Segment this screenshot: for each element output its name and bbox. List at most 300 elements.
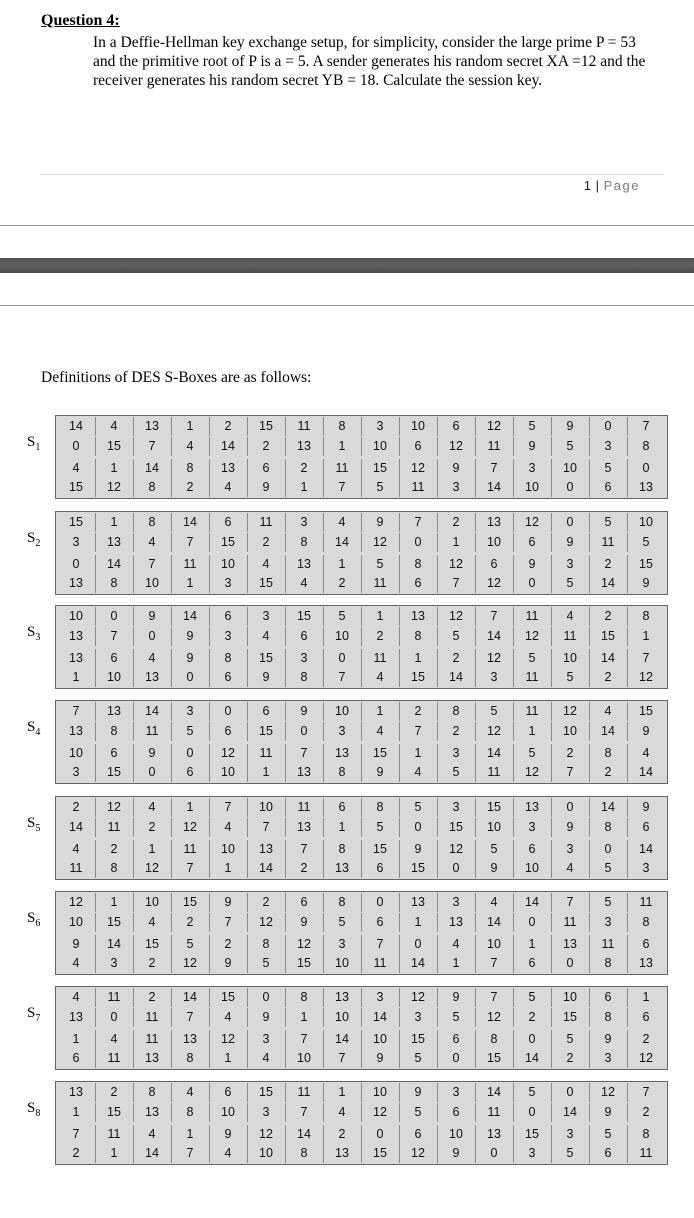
sbox-cell-divider: [209, 627, 210, 646]
sbox-cell-divider: [209, 935, 210, 954]
sbox-cell-divider: [399, 913, 400, 932]
sbox-cell-divider: [589, 840, 590, 859]
sbox-cell-divider: [551, 1144, 552, 1163]
sbox-cell: 1: [414, 746, 422, 760]
sbox-cell: 9: [566, 419, 574, 433]
sbox-cell: 13: [69, 1010, 83, 1024]
sbox-cell-divider: [627, 722, 628, 741]
sbox-cell: 13: [69, 576, 83, 590]
sbox-cell: 4: [300, 576, 308, 590]
sbox-cell-divider: [437, 437, 438, 456]
sbox-cell: 0: [566, 1085, 574, 1099]
sbox-cell: 0: [642, 461, 650, 475]
sbox-cell: 8: [186, 461, 194, 475]
sbox-row: [56, 840, 667, 859]
sbox-cell: 7: [148, 439, 156, 453]
sbox-cell-divider: [209, 988, 210, 1007]
sbox-cell-divider: [285, 1144, 286, 1163]
sbox-row: [56, 1144, 667, 1163]
sbox-cell-divider: [323, 798, 324, 817]
sbox-cell: 7: [414, 724, 422, 738]
sbox-cell-divider: [285, 478, 286, 497]
sbox-cell-divider: [437, 533, 438, 552]
sbox-cell-divider: [171, 533, 172, 552]
sbox-cell-divider: [209, 437, 210, 456]
sbox-cell: 2: [72, 800, 80, 814]
sbox-cell: 4: [110, 419, 118, 433]
sbox-cell-divider: [589, 627, 590, 646]
sbox-cell: 7: [642, 1085, 650, 1099]
sbox-cell-divider: [589, 513, 590, 532]
sbox-cell-divider: [285, 1125, 286, 1144]
sbox-cell: 15: [107, 915, 121, 929]
sbox-cell: 6: [300, 895, 308, 909]
sbox-cell: 1: [376, 704, 384, 718]
sbox-cell-divider: [133, 668, 134, 687]
sbox-row: [56, 935, 667, 954]
sbox-cell-divider: [513, 798, 514, 817]
sbox-cell: 8: [186, 1105, 194, 1119]
sbox-row: [56, 649, 667, 668]
sbox-cell-divider: [133, 1049, 134, 1068]
sbox-cell: 8: [604, 746, 612, 760]
sbox-cell: 5: [604, 515, 612, 529]
sbox-cell-divider: [551, 607, 552, 626]
sbox-cell-divider: [323, 763, 324, 782]
sbox-cell-divider: [361, 722, 362, 741]
sbox-cell: 3: [604, 439, 612, 453]
sbox-cell-divider: [171, 555, 172, 574]
sbox-cell: 1: [528, 724, 536, 738]
sbox-cell-divider: [247, 1049, 248, 1068]
sbox-cell-divider: [209, 1008, 210, 1027]
sbox-cell-divider: [209, 954, 210, 973]
sbox-cell-divider: [437, 913, 438, 932]
sbox-cell: 7: [186, 1146, 194, 1160]
sbox-cell: 4: [338, 1105, 346, 1119]
sbox-cell: 11: [145, 1010, 159, 1024]
sbox-cell: 7: [490, 956, 498, 970]
sbox-cell: 10: [221, 1105, 235, 1119]
sbox-label: [27, 1005, 40, 1024]
sbox-cell: 7: [224, 800, 232, 814]
sbox-row: [56, 1008, 667, 1027]
sbox-cell-divider: [285, 893, 286, 912]
sbox-cell: 12: [221, 1032, 235, 1046]
sbox-cell: 13: [525, 800, 539, 814]
sbox-cell: 15: [145, 937, 159, 951]
sbox-cell-divider: [209, 417, 210, 436]
sbox-cell: 0: [72, 557, 80, 571]
sbox-cell: 5: [376, 480, 384, 494]
sbox-cell: 8: [224, 651, 232, 665]
sbox-cell: 4: [148, 1127, 156, 1141]
sbox-cell-divider: [399, 627, 400, 646]
sbox-cell: 5: [338, 915, 346, 929]
sbox-cell: 3: [262, 1105, 270, 1119]
sbox-cell: 7: [186, 1010, 194, 1024]
sbox-row: [56, 722, 667, 741]
sbox-cell: 1: [414, 915, 422, 929]
sbox-cell: 2: [642, 1032, 650, 1046]
sbox-cell: 15: [297, 956, 311, 970]
sbox-cell: 14: [335, 535, 349, 549]
sbox-cell: 1: [148, 842, 156, 856]
sbox-cell-divider: [627, 574, 628, 593]
sbox-cell: 12: [69, 895, 83, 909]
sbox-cell-divider: [551, 859, 552, 878]
sbox-cell: 8: [414, 629, 422, 643]
sbox-cell: 6: [110, 746, 118, 760]
sbox-cell: 14: [221, 439, 235, 453]
sbox-cell-divider: [247, 988, 248, 1007]
sbox-cell-divider: [95, 702, 96, 721]
sbox-cell-divider: [209, 913, 210, 932]
sbox-cell-divider: [437, 649, 438, 668]
sbox-cell: 2: [604, 609, 612, 623]
sbox-cell-divider: [171, 818, 172, 837]
sbox-cell-divider: [589, 417, 590, 436]
sbox-cell-divider: [551, 1030, 552, 1049]
sbox-cell-divider: [209, 818, 210, 837]
sbox-cell: 9: [604, 1105, 612, 1119]
sbox-cell: 13: [563, 937, 577, 951]
sbox-cell-divider: [513, 840, 514, 859]
sbox-cell: 8: [338, 765, 346, 779]
sbox-row: [56, 607, 667, 626]
sbox-cell-divider: [171, 478, 172, 497]
sbox-cell: 11: [487, 765, 501, 779]
sbox-cell: 0: [262, 990, 270, 1004]
sbox-cell: 4: [338, 515, 346, 529]
sbox-cell-divider: [171, 859, 172, 878]
sbox-cell-divider: [627, 988, 628, 1007]
sbox-cell: 14: [335, 1032, 349, 1046]
sbox-cell-divider: [551, 459, 552, 478]
sbox-cell: 8: [338, 895, 346, 909]
sbox-cell: 5: [604, 1127, 612, 1141]
sbox-cell-divider: [323, 1030, 324, 1049]
sbox-cell-divider: [133, 1125, 134, 1144]
sbox-cell-divider: [209, 1030, 210, 1049]
page-footer-rule: [40, 174, 664, 175]
sbox-cell: 15: [601, 629, 615, 643]
sbox-label-index: 2: [35, 538, 41, 549]
sbox-cell: 15: [449, 820, 463, 834]
sbox-cell: 9: [224, 1127, 232, 1141]
sbox-cell-divider: [437, 988, 438, 1007]
sbox-cell: 14: [69, 419, 83, 433]
sbox-cell-divider: [589, 763, 590, 782]
sbox-cell: 14: [601, 576, 615, 590]
sbox-cell-divider: [399, 574, 400, 593]
sbox-cell: 0: [528, 1032, 536, 1046]
page-number-value: 1: [583, 178, 592, 193]
sbox-cell: 7: [338, 1051, 346, 1065]
sbox-cell: 1: [642, 990, 650, 1004]
sbox-cell: 11: [487, 439, 501, 453]
page-number-separator: |: [595, 178, 600, 193]
sbox-cell: 11: [601, 937, 615, 951]
sbox-cell-divider: [247, 555, 248, 574]
sbox-cell: 12: [183, 820, 197, 834]
sbox-cell: 3: [262, 1032, 270, 1046]
sbox-cell: 11: [411, 480, 425, 494]
sbox-cell: 9: [262, 1010, 270, 1024]
sbox-cell-divider: [133, 1008, 134, 1027]
sbox-cell: 10: [335, 629, 349, 643]
sbox-cell-divider: [95, 1103, 96, 1122]
sbox-cell: 14: [145, 704, 159, 718]
sbox-cell: 5: [642, 535, 650, 549]
sbox-cell-divider: [627, 798, 628, 817]
sbox-cell: 9: [528, 439, 536, 453]
sbox-cell-divider: [589, 649, 590, 668]
sbox-cell: 8: [338, 842, 346, 856]
sbox-cell: 8: [148, 1085, 156, 1099]
sbox-6: [0, 891, 694, 975]
sbox-cell: 15: [411, 861, 425, 875]
sbox-cell-divider: [323, 607, 324, 626]
sbox-cell-divider: [589, 533, 590, 552]
sbox-cell-divider: [95, 763, 96, 782]
sbox-cell-divider: [171, 1103, 172, 1122]
sbox-cell: 2: [376, 629, 384, 643]
sbox-cell: 9: [376, 515, 384, 529]
sbox-cell: 13: [487, 515, 501, 529]
sbox-row: [56, 1030, 667, 1049]
sbox-cell-divider: [627, 763, 628, 782]
sbox-cell: 6: [224, 609, 232, 623]
sbox-cell-divider: [247, 417, 248, 436]
sbox-cell: 9: [566, 820, 574, 834]
sbox-cell-divider: [323, 840, 324, 859]
sbox-cell-divider: [247, 859, 248, 878]
sbox-cell: 0: [604, 419, 612, 433]
sbox-cell: 7: [414, 515, 422, 529]
sbox-cell: 13: [145, 1051, 159, 1065]
sbox-cell: 6: [262, 461, 270, 475]
sbox-row: [56, 668, 667, 687]
sbox-cell-divider: [513, 859, 514, 878]
sbox-cell-divider: [323, 913, 324, 932]
sbox-cell-divider: [95, 459, 96, 478]
sbox-cell-divider: [285, 744, 286, 763]
sbox-2: [0, 511, 694, 595]
sbox-cell: 9: [452, 461, 460, 475]
sbox-cell-divider: [437, 513, 438, 532]
sbox-cell: 3: [566, 842, 574, 856]
sbox-cell-divider: [551, 574, 552, 593]
sbox-cell-divider: [513, 1008, 514, 1027]
sbox-cell: 7: [300, 746, 308, 760]
sbox-cell-divider: [475, 1030, 476, 1049]
sbox-label-index: 3: [35, 632, 41, 643]
sbox-cell-divider: [437, 1030, 438, 1049]
sbox-cell-divider: [437, 627, 438, 646]
sbox-cell: 6: [604, 990, 612, 1004]
sbox-cell-divider: [551, 893, 552, 912]
sbox-cell: 13: [145, 670, 159, 684]
sbox-cell-divider: [361, 954, 362, 973]
sbox-cell-divider: [209, 555, 210, 574]
sbox-cell: 1: [72, 1032, 80, 1046]
sbox-label-index: 8: [35, 1108, 41, 1119]
sbox-cell: 6: [376, 915, 384, 929]
sbox-cell: 12: [487, 651, 501, 665]
sbox-label: [27, 1100, 40, 1119]
sbox-cell: 12: [107, 800, 121, 814]
sbox-3: [0, 605, 694, 689]
sbox-cell-divider: [209, 533, 210, 552]
sbox-cell: 12: [297, 937, 311, 951]
sbox-cell: 0: [414, 820, 422, 834]
sbox-label-letter: S: [27, 719, 36, 735]
sbox-cell: 10: [259, 800, 273, 814]
sbox-cell-divider: [361, 702, 362, 721]
sbox-cell-divider: [171, 1008, 172, 1027]
sbox-cell-divider: [247, 1030, 248, 1049]
sbox-cell-divider: [513, 417, 514, 436]
sbox-cell-divider: [361, 1083, 362, 1102]
sbox-cell: 8: [642, 1127, 650, 1141]
sbox-cell: 9: [490, 861, 498, 875]
sbox-cell: 4: [452, 937, 460, 951]
sbox-cell-divider: [285, 649, 286, 668]
sbox-cell: 10: [487, 820, 501, 834]
sbox-cell: 10: [639, 515, 653, 529]
sbox-cell-divider: [95, 607, 96, 626]
sbox-cell-divider: [399, 533, 400, 552]
sbox-cell-divider: [133, 607, 134, 626]
sbox-cell-divider: [551, 702, 552, 721]
sbox-cell-divider: [475, 988, 476, 1007]
sbox-cell: 4: [148, 915, 156, 929]
sbox-cell-divider: [589, 574, 590, 593]
sbox-cell-divider: [323, 478, 324, 497]
sbox-row: [56, 798, 667, 817]
sbox-cell-divider: [95, 893, 96, 912]
sbox-cell: 5: [490, 842, 498, 856]
sbox-cell-divider: [513, 459, 514, 478]
sbox-cell-divider: [323, 649, 324, 668]
sbox-cell-divider: [247, 1144, 248, 1163]
sbox-cell: 7: [376, 937, 384, 951]
sbox-cell: 6: [262, 704, 270, 718]
sbox-cell: 3: [490, 670, 498, 684]
sbox-cell-divider: [513, 1125, 514, 1144]
sbox-cell: 2: [452, 724, 460, 738]
sbox-cell-divider: [361, 1008, 362, 1027]
sbox-cell: 0: [186, 746, 194, 760]
sbox-cell: 5: [604, 895, 612, 909]
sbox-cell-divider: [361, 744, 362, 763]
sbox-cell-divider: [475, 1008, 476, 1027]
sbox-cell: 12: [411, 1146, 425, 1160]
sbox-5: [0, 796, 694, 880]
sbox-cell: 11: [487, 1105, 501, 1119]
sbox-cell-divider: [551, 763, 552, 782]
sbox-cell-divider: [133, 859, 134, 878]
sbox-cell: 8: [338, 419, 346, 433]
sbox-cell-divider: [551, 744, 552, 763]
sbox-cell: 10: [487, 535, 501, 549]
sbox-cell-divider: [551, 988, 552, 1007]
sbox-cell-divider: [627, 459, 628, 478]
sbox-cell: 10: [335, 956, 349, 970]
sbox-cell: 3: [452, 480, 460, 494]
sbox-cell: 15: [259, 1085, 273, 1099]
sbox-cell-divider: [627, 859, 628, 878]
sbox-cell: 5: [414, 1105, 422, 1119]
sbox-cell: 5: [490, 704, 498, 718]
sbox-cell: 7: [186, 861, 194, 875]
sbox-cell: 2: [604, 557, 612, 571]
sbox-cell-divider: [209, 1125, 210, 1144]
sbox-cell: 1: [110, 1146, 118, 1160]
sbox-cell: 11: [183, 557, 197, 571]
sbox-cell-divider: [475, 1049, 476, 1068]
sbox-cell-divider: [323, 1144, 324, 1163]
sbox-cell-divider: [285, 533, 286, 552]
sbox-cell-divider: [589, 798, 590, 817]
sbox-cell-divider: [399, 607, 400, 626]
sbox-cell: 10: [335, 704, 349, 718]
sbox-cell: 6: [642, 820, 650, 834]
sbox-1: [0, 415, 694, 499]
sbox-cell: 3: [452, 1085, 460, 1099]
sbox-cell: 4: [72, 956, 80, 970]
sbox-cell-divider: [437, 722, 438, 741]
sbox-cell: 9: [300, 704, 308, 718]
sbox-cell: 9: [452, 990, 460, 1004]
sbox-cell: 13: [69, 651, 83, 665]
sbox-cell: 4: [642, 746, 650, 760]
sbox-cell-divider: [437, 935, 438, 954]
sbox-cell-divider: [513, 913, 514, 932]
sbox-cell: 2: [300, 461, 308, 475]
sbox-cell: 6: [452, 1105, 460, 1119]
sbox-cell: 2: [148, 820, 156, 834]
sbox-cell: 2: [338, 576, 346, 590]
sbox-cell: 12: [449, 439, 463, 453]
sbox-cell: 12: [487, 576, 501, 590]
sbox-cell-divider: [171, 437, 172, 456]
sbox-cell-divider: [399, 988, 400, 1007]
sbox-cell-divider: [171, 893, 172, 912]
sbox-cell-divider: [437, 574, 438, 593]
sbox-row: [56, 744, 667, 763]
sbox-cell: 9: [642, 576, 650, 590]
sbox-cell-divider: [513, 668, 514, 687]
sbox-cell-divider: [285, 417, 286, 436]
sbox-cell: 6: [604, 1146, 612, 1160]
sbox-cell-divider: [475, 1083, 476, 1102]
sbox-cell-divider: [399, 649, 400, 668]
sbox-label-index: 5: [35, 823, 41, 834]
sbox-cell-divider: [133, 459, 134, 478]
sbox-cell-divider: [95, 533, 96, 552]
sbox-cell-divider: [589, 478, 590, 497]
sbox-cell: 7: [262, 820, 270, 834]
sbox-cell-divider: [133, 574, 134, 593]
sbox-cell-divider: [513, 649, 514, 668]
sbox-cell-divider: [361, 913, 362, 932]
sbox-label-letter: S: [27, 910, 36, 926]
sbox-cell: 15: [259, 419, 273, 433]
sbox-cell: 6: [414, 1127, 422, 1141]
sbox-cell: 4: [224, 820, 232, 834]
